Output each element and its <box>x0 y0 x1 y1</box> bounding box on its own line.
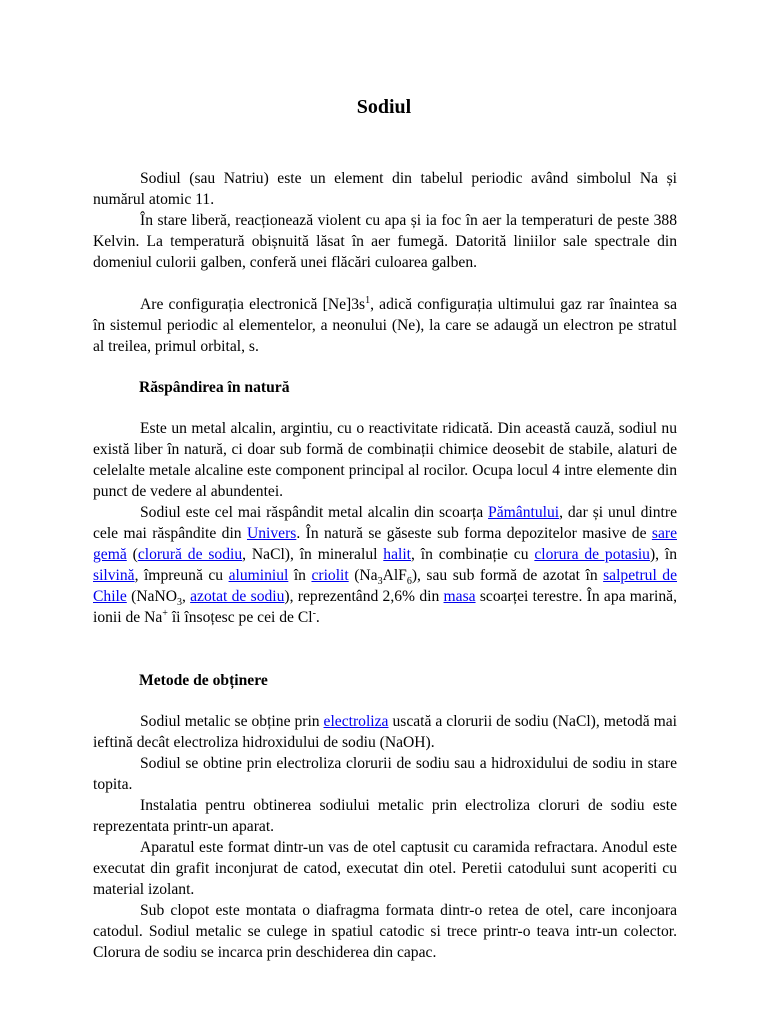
text-run: ), în <box>649 546 678 563</box>
section-heading-natura: Răspândirea în natură <box>139 379 290 396</box>
text-run: Aparatul este format dintr-un vas de otel captusit cu caramida refractara. Anodul este executat din grafit inconjurat de catod, executat din otel. Peretii catodului sunt acoperiti cu material izolant. <box>93 839 677 898</box>
intro-paragraph-3 <box>93 294 677 357</box>
section2-paragraph-3 <box>93 795 677 837</box>
text-run: scoarței terestre. În apa marină, ionii de Na <box>93 588 677 626</box>
section2-paragraph-4 <box>93 837 677 900</box>
wiki-link[interactable]: criolit <box>311 567 349 584</box>
text-run: , <box>181 588 191 605</box>
text-run: Sodiul este cel mai răspândit metal alcalin din scoarța <box>140 504 489 521</box>
text-run: (Na <box>348 567 378 584</box>
text-run: (NaNO <box>126 588 177 605</box>
intro-paragraph-2 <box>93 210 677 273</box>
subscript: 6 <box>406 576 412 588</box>
text-run: Sodiul (sau Natriu) este un element din tabelul periodic având simbolul Na și numărul atomic 11. <box>93 170 677 208</box>
text-run: În stare liberă, reacționează violent cu apa și ia foc în aer la temperaturi de peste 388 Kelvin. La temperatură obișnuită lăsat în aer fumegă. Datorită liniilor sale spectrale din domeniul culorii galben, conferă unei flăcări culoarea galben. <box>93 212 677 271</box>
intro-paragraph-1 <box>93 168 677 210</box>
text-run: uscată a clorurii de sodiu (NaCl), metodă mai ieftină decât electroliza hidroxidului de sodiu (NaOH). <box>93 713 677 751</box>
section-heading-obtinere: Metode de obținere <box>139 672 268 689</box>
superscript: + <box>162 607 168 619</box>
section1-paragraph-2 <box>93 502 677 628</box>
text-run: Sodiul metalic se obține prin <box>140 713 324 730</box>
text-run: ), reprezentând 2,6% din <box>284 588 444 605</box>
text-run: Sodiul se obtine prin electroliza clorurii de sodiu sau a hidroxidului de sodiu in stare topita. <box>93 755 677 793</box>
text-run: , NaCl), în mineralul <box>242 546 384 563</box>
text-run: ), sau sub formă de azotat în <box>411 567 604 584</box>
page-title: Sodiul <box>356 96 412 118</box>
section1-paragraph-1 <box>93 418 677 502</box>
wiki-link[interactable]: salpetrul de Chile <box>93 567 678 605</box>
wiki-link[interactable]: Pământului <box>488 504 560 521</box>
text-run: Sub clopot este montata o diafragma formata dintr-o retea de otel, care inconjoara catodul. Sodiul metalic se culege in spatiul catodic si trece printr-o teava intr-un colector. Clorura de sodiu se incarca prin deschiderea din capac. <box>93 902 677 961</box>
wiki-link[interactable]: clorura de potasiu <box>534 546 650 563</box>
text-run: Are configurația electronică [Ne]3s <box>140 296 366 313</box>
text-run: Instalatia pentru obtinerea sodiului metalic prin electroliza cloruri de sodiu este reprezentata printr-un aparat. <box>93 797 677 835</box>
wiki-link[interactable]: masa <box>443 588 476 605</box>
subscript: 3 <box>176 597 182 609</box>
text-run: Este un metal alcalin, argintiu, cu o reactivitate ridicată. Din această cauză, sodiul nu există liber în natură, ci doar sub formă de combinații chimice deosebit de stabile, alaturi de celelalte metale alcaline este component principal al rocilor. Ocupa locul 4 intre elemente din punct de vedere al abundentei. <box>93 420 677 500</box>
text-run: ( <box>126 546 138 563</box>
text-run: . În natură se găseste sub forma depozitelor masive de <box>296 525 652 542</box>
wiki-link[interactable]: azotat de sodiu <box>190 588 285 605</box>
text-run: , dar și unul dintre cele mai răspândite din <box>93 504 677 542</box>
section2-paragraph-2 <box>93 753 677 795</box>
text-run: , adică configurația ultimului gaz rar înaintea sa în sistemul periodic al elementelor, a neonului (Ne), la care se adaugă un electron pe stratul al treilea, primul orbital, s. <box>93 296 677 355</box>
subscript: 3 <box>377 576 383 588</box>
superscript: - <box>312 607 316 619</box>
superscript: 1 <box>365 294 371 306</box>
section2-paragraph-1 <box>93 711 677 753</box>
text-run: îi însoțesc pe cei de Cl <box>167 609 313 626</box>
wiki-link[interactable]: sare gemă <box>93 525 677 563</box>
text-run: AlF <box>382 567 407 584</box>
text-run: , în combinație cu <box>411 546 535 563</box>
wiki-link[interactable]: electroliza <box>323 713 389 730</box>
wiki-link[interactable]: Univers <box>246 525 297 542</box>
wiki-link[interactable]: silvină <box>93 567 135 584</box>
section2-paragraph-5 <box>93 900 677 963</box>
text-run: , împreună cu <box>134 567 229 584</box>
text-run: . <box>315 609 320 626</box>
wiki-link[interactable]: halit <box>383 546 411 563</box>
wiki-link[interactable]: clorură de sodiu <box>137 546 243 563</box>
wiki-link[interactable]: aluminiul <box>228 567 289 584</box>
text-run: în <box>288 567 312 584</box>
